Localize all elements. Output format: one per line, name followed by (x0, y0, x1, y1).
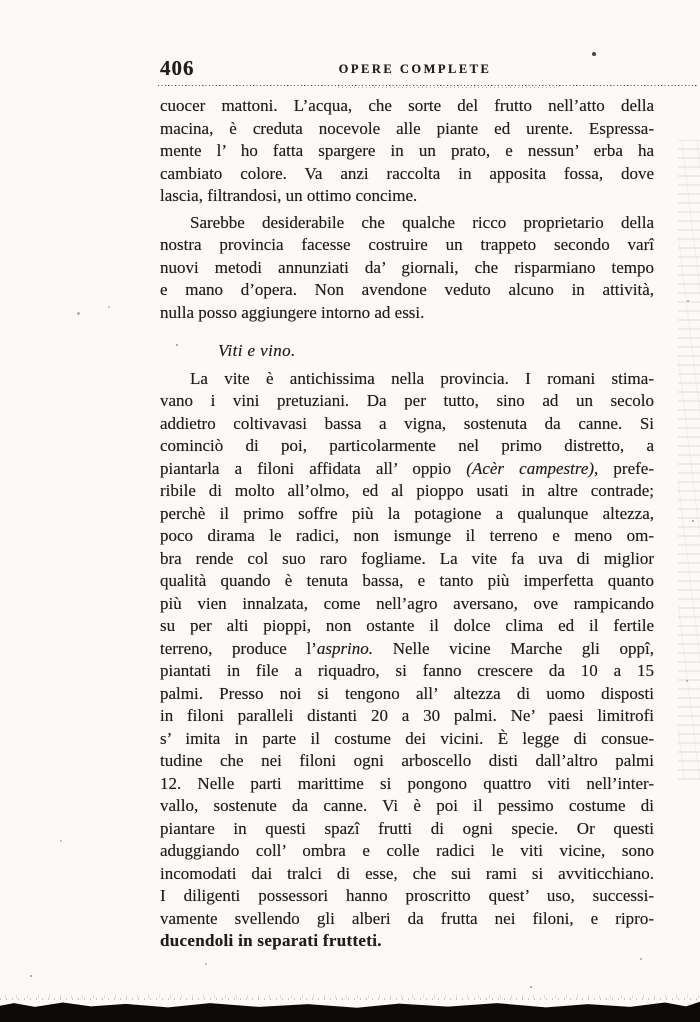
text-line (160, 435, 654, 458)
italic-text-segment: asprino. (316, 638, 374, 658)
section-heading: Viti e vino. (218, 341, 296, 360)
text-line (160, 930, 654, 953)
text-line (160, 302, 654, 325)
text-segment: addietro coltivavasi bassa a vigna, sostenuta da canne. Si (160, 413, 654, 433)
text-segment: piantare in questi spazî frutti di ogni specie. Or questi (160, 818, 654, 838)
text-line (160, 705, 654, 728)
page-number: 406 (160, 56, 195, 80)
text-line (160, 525, 654, 548)
scan-speck (30, 975, 32, 977)
paragraph (160, 212, 654, 325)
text-segment: vallo, sostenute da canne. Vi è poi il pessimo costume di (160, 796, 654, 815)
scan-speck (692, 520, 694, 522)
text-segment: incomodati dai tralci di esse, che sui rami si avviticchiano. (160, 863, 654, 883)
italic-text-segment: (Acèr campestre), (466, 458, 599, 478)
text-line (160, 234, 654, 257)
scan-speck (530, 986, 532, 988)
text-segment: qualità quando è tenuta bassa, e tanto più imperfetta quanto (160, 571, 654, 590)
text-segment: bra rende col suo raro fogliame. La vite fa uva di miglior (160, 548, 654, 568)
text-line (160, 163, 654, 186)
scan-speck (108, 306, 110, 308)
text-line (160, 185, 654, 208)
text-segment: nostra provincia facesse costruire un trappeto secondo varî (160, 235, 654, 254)
text-segment: cambiato colore. Va anzi raccolta in apposita fossa, dove (160, 163, 654, 183)
text-segment: ribile di molto all’olmo, ed al pioppo usati in altre contrade; (160, 481, 654, 500)
scan-dust-bottom (0, 993, 700, 1000)
scan-speck (687, 300, 689, 302)
text-line (160, 795, 654, 818)
dotted-rule (158, 85, 698, 87)
text-line (160, 503, 654, 526)
text-line (160, 368, 654, 391)
text-segment: prefe- (598, 458, 654, 478)
text-line (160, 212, 654, 235)
text-segment: terreno, produce l’ (160, 638, 317, 658)
page-header (0, 56, 700, 82)
text-segment: I diligenti possessori hanno proscritto quest’ uso, successi- (160, 886, 654, 905)
text-line (160, 413, 654, 436)
text-segment: Nelle vicine Marche gli oppî, (373, 638, 654, 658)
text-line (160, 458, 654, 481)
text-line (160, 750, 654, 773)
text-line (160, 480, 654, 503)
text-line (160, 593, 654, 616)
text-line (160, 773, 654, 796)
text-segment: macina, è creduta nocevole alle piante ed urente. Espressa- (160, 118, 654, 138)
text-segment: su per alti pioppi, non ostante il dolce clima ed il fertile (160, 616, 654, 635)
text-line (160, 863, 654, 886)
scan-speck (60, 840, 62, 842)
scan-speck (592, 52, 596, 56)
text-line (160, 728, 654, 751)
text-line (160, 95, 654, 118)
scan-speck (686, 680, 688, 682)
text-line (160, 908, 654, 931)
text-segment: nulla posso aggiungere intorno ad essi. (160, 302, 425, 322)
text-line (160, 638, 654, 661)
text-segment: e mano d’opera. Non avendone veduto alcuno in attività, (160, 280, 654, 299)
text-segment: palmi. Presso noi si tengono all’ altezza di uomo disposti (160, 683, 654, 703)
text-line (160, 885, 654, 908)
text-segment: vamente svellendo gli alberi da frutta nei filoni, e ripro- (160, 908, 654, 928)
text-segment: piantati in file a riquadro, si fanno crescere da 10 a 15 (160, 661, 654, 680)
scan-speck (77, 312, 80, 315)
text-line (160, 257, 654, 280)
running-title: OPERE COMPLETE (338, 62, 492, 76)
scan-speck (205, 963, 207, 965)
text-line (160, 570, 654, 593)
text-segment: nuovi metodi annunziati da’ giornali, che risparmiano tempo (160, 257, 654, 277)
text-line (160, 660, 654, 683)
text-line (160, 615, 654, 638)
text-body (160, 95, 654, 957)
text-segment: più vien innalzata, come nell’agro aversano, ove rampicando (160, 593, 654, 613)
text-line (160, 118, 654, 141)
paragraph (160, 95, 654, 208)
text-segment: tudine che nei filoni ogni arboscello disti dall’altro palmi (160, 751, 654, 770)
text-line (160, 683, 654, 706)
text-segment: La vite è antichissima nella provincia. I romani stima- (190, 368, 654, 388)
text-segment: lascia, filtrandosi, un ottimo concime. (160, 186, 418, 205)
text-segment: vano i vini pretuziani. Da per tutto, sino ad un secolo (160, 391, 654, 410)
text-segment: piantarla a filoni affidata all’ oppio (160, 458, 467, 478)
text-segment: mente l’ ho fatta spargere in un prato, e nessun’ erba ha (160, 141, 654, 160)
paragraph (160, 368, 654, 953)
text-segment: s’ imita in parte il costume dei vicini. È legge di consue- (160, 728, 654, 748)
text-line (160, 818, 654, 841)
text-segment: poco dirama le radici, non ismunge il terreno e meno om- (160, 526, 654, 545)
text-segment: cuocer mattoni. L’acqua, che sorte del frutto nell’atto della (160, 96, 654, 115)
scan-noise-right-margin (678, 140, 700, 780)
text-line (160, 548, 654, 571)
text-line (160, 840, 654, 863)
text-segment: ducendoli in separati frutteti. (160, 931, 382, 950)
text-segment: perchè il primo soffre più la potagione a qualunque altezza, (160, 503, 654, 523)
text-segment: cominciò di poi, particolarmente nel primo distretto, a (160, 436, 654, 455)
text-segment: Sarebbe desiderabile che qualche ricco proprietario della (190, 212, 654, 232)
text-segment: in filoni paralleli distanti 20 a 30 palmi. Ne’ paesi limitrofi (160, 706, 654, 725)
text-segment: 12. Nelle parti marittime si pongono quattro viti nell’inter- (160, 773, 654, 793)
scan-speck (640, 958, 642, 960)
text-segment: aduggiando coll’ ombra e colle radici le viti vicine, sono (160, 841, 654, 860)
text-line (160, 390, 654, 413)
text-line (160, 140, 654, 163)
scan-speck (176, 344, 178, 346)
text-line (160, 279, 654, 302)
